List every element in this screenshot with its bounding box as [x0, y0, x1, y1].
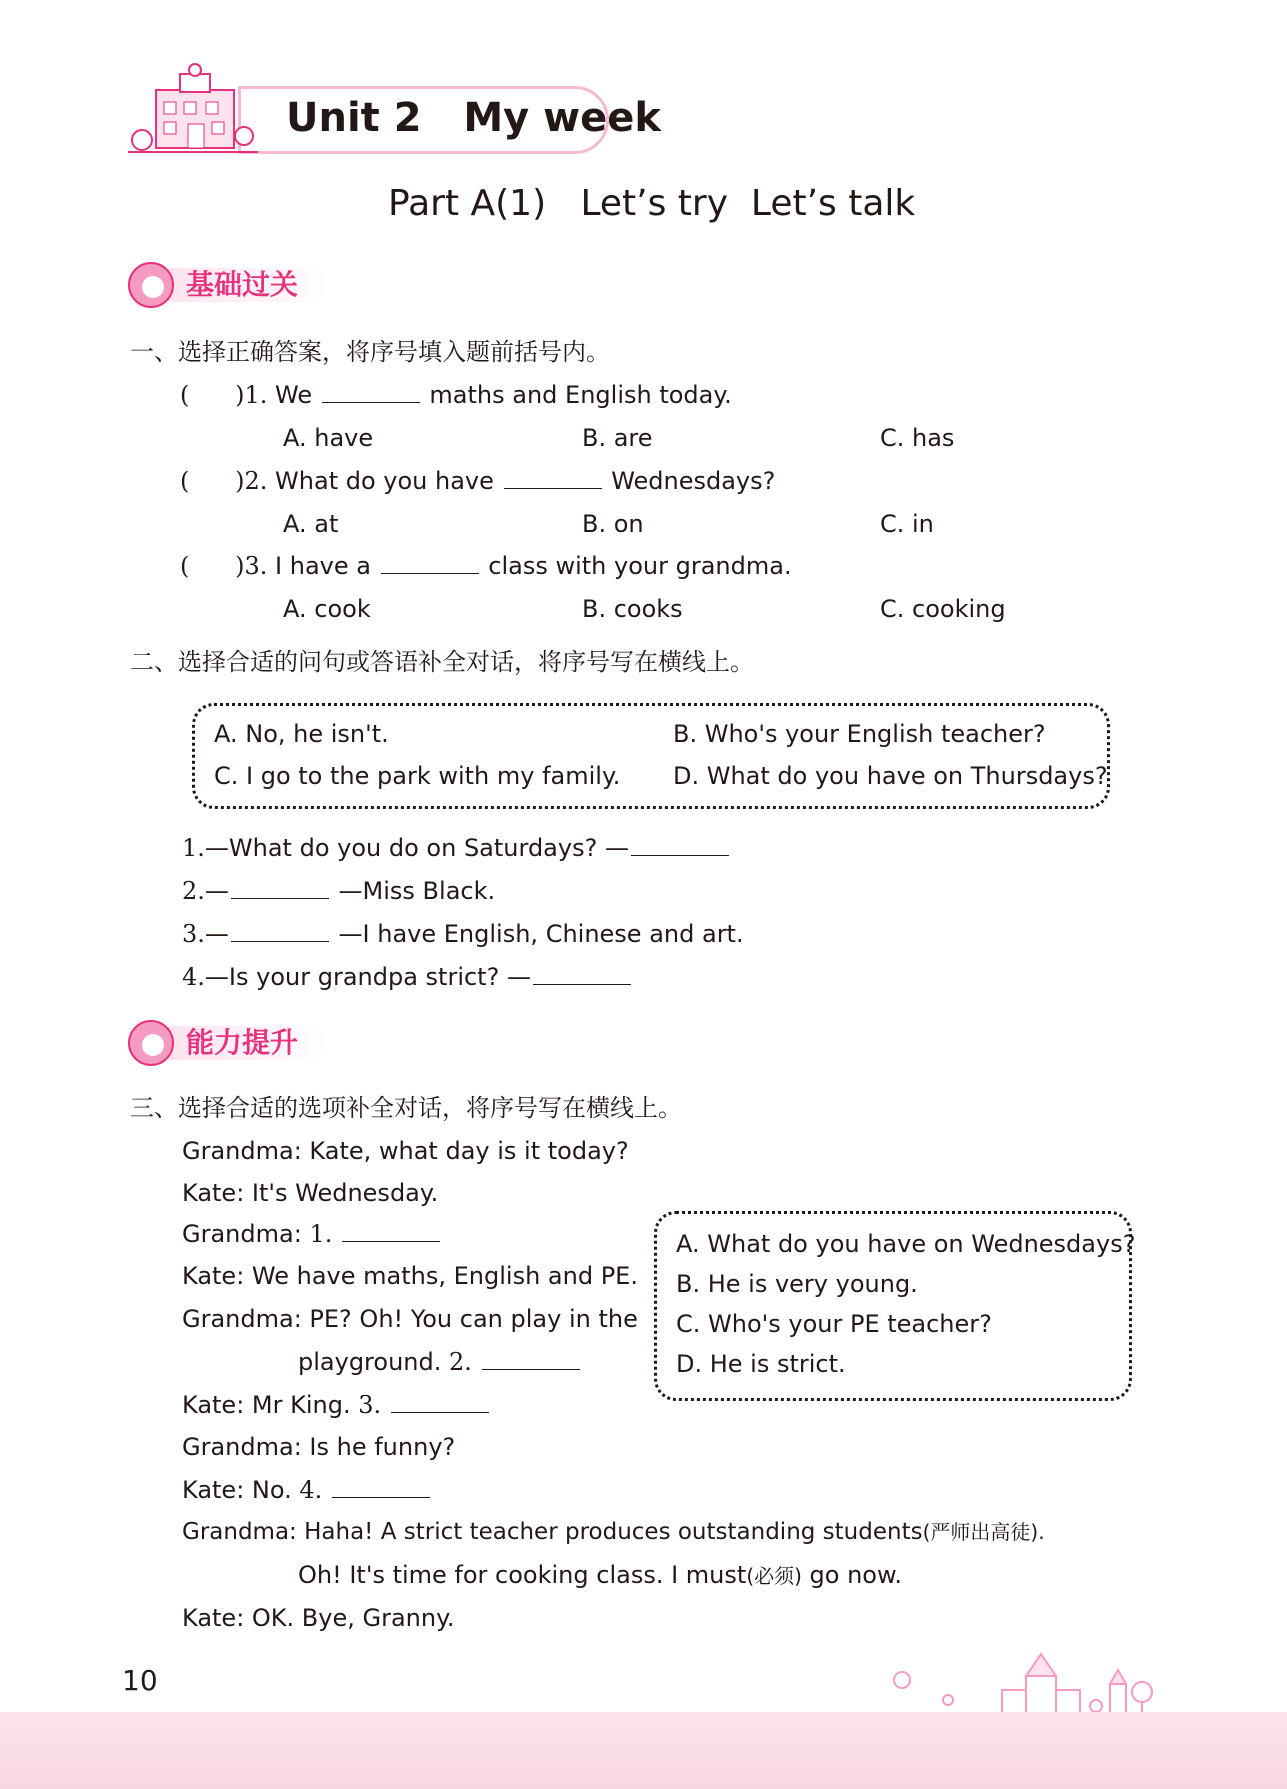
dialog-line: Kate: We have maths, English and PE. [182, 1262, 638, 1290]
question-text-after: class with your grandma. [488, 552, 792, 580]
item-text: — [204, 920, 229, 948]
box-option: C. Who's your PE teacher? [676, 1310, 992, 1338]
line-text: Grandma: Haha! A strict teacher produces outstanding students [182, 1519, 923, 1545]
chinese-gloss: (必须) [746, 1564, 802, 1588]
blank-number: 2. [449, 1348, 472, 1376]
option: C. in [880, 510, 934, 538]
item-text: —Is your grandpa strict? — [204, 963, 531, 991]
question-text-before: What do you have [275, 467, 494, 495]
badge-advanced [128, 1020, 348, 1066]
answer-paren[interactable]: ( ) [180, 552, 245, 580]
item-number: 4. [182, 963, 205, 991]
dialog-line: Kate: OK. Bye, Granny. [182, 1604, 455, 1632]
option: A. cook [283, 595, 371, 623]
answer-blank[interactable] [381, 551, 479, 574]
boy-avatar-icon [128, 1020, 174, 1066]
option: A. have [283, 424, 374, 452]
box-option: B. He is very young. [676, 1270, 918, 1298]
page-number: 10 [122, 1664, 158, 1697]
item-text: —Miss Black. [338, 877, 496, 905]
unit-title: Unit 2 My week [286, 95, 661, 141]
dialog-line [182, 1218, 442, 1250]
option: C. cooking [880, 595, 1006, 623]
question-number: 1. [244, 381, 268, 409]
answer-blank[interactable] [231, 876, 329, 899]
answer-blank[interactable] [533, 962, 631, 985]
answer-blank[interactable] [332, 1475, 430, 1498]
dialog-line [182, 1474, 432, 1506]
school-building-icon [128, 62, 258, 162]
option: B. cooks [582, 595, 683, 623]
item-text: — [204, 877, 229, 905]
blank-number: 1. [309, 1220, 333, 1248]
question-2 [180, 465, 775, 497]
answer-paren[interactable]: ( ) [180, 467, 245, 495]
answer-blank[interactable] [322, 380, 420, 403]
line-text: go now. [801, 1561, 903, 1589]
blank-number: 4. [299, 1476, 323, 1504]
section2-title: 二、选择合适的问句或答语补全对话，将序号写在横线上。 [130, 648, 754, 676]
dialog-item-1 [182, 832, 731, 864]
option: A. at [283, 510, 339, 538]
line-text: playground. [298, 1348, 442, 1376]
question-number: 2. [244, 467, 268, 495]
answer-blank[interactable] [631, 833, 729, 856]
blank-number: 3. [358, 1391, 382, 1419]
answer-blank[interactable] [231, 919, 329, 942]
item-number: 1. [182, 834, 205, 862]
question-number: 3. [244, 552, 268, 580]
castle-decoration-icon [880, 1648, 1170, 1718]
option: B. on [582, 510, 644, 538]
badge-label: 能力提升 [186, 1026, 299, 1059]
item-number: 2. [182, 877, 205, 905]
line-text: Kate: No. [182, 1476, 292, 1504]
item-text: —I have English, Chinese and art. [338, 920, 744, 948]
item-text: —What do you do on Saturdays? — [204, 834, 629, 862]
option: B. are [582, 424, 653, 452]
answer-paren[interactable]: ( ) [180, 381, 245, 409]
box-option: C. I go to the park with my family. [214, 762, 621, 790]
question-3 [180, 550, 792, 582]
answer-blank[interactable] [504, 466, 602, 489]
speaker: Grandma: [182, 1220, 302, 1248]
answer-blank[interactable] [482, 1347, 580, 1370]
question-text-before: We [275, 381, 313, 409]
dialog-item-2 [182, 875, 495, 907]
answer-blank[interactable] [342, 1219, 440, 1242]
box-option: B. Who's your English teacher? [673, 720, 1046, 748]
dialog-line [182, 1389, 491, 1421]
box-option: A. What do you have on Wednesdays? [676, 1230, 1136, 1258]
dialog-line: Kate: It's Wednesday. [182, 1179, 439, 1207]
dialog-line: Grandma: PE? Oh! You can play in the [182, 1305, 638, 1333]
answer-blank[interactable] [391, 1390, 489, 1413]
question-1 [180, 379, 732, 411]
box-option: D. What do you have on Thursdays? [673, 762, 1108, 790]
box-option: D. He is strict. [676, 1350, 846, 1378]
dialog-line: Grandma: Is he funny? [182, 1433, 456, 1461]
badge-label: 基础过关 [186, 268, 299, 301]
dialog-item-3 [182, 918, 744, 950]
footer-band [0, 1712, 1287, 1789]
line-text: Kate: Mr King. [182, 1391, 351, 1419]
dialog-line [298, 1559, 902, 1592]
chinese-gloss: (严师出高徒). [922, 1520, 1045, 1544]
badge-basic [128, 262, 348, 308]
section3-title: 三、选择合适的选项补全对话，将序号写在横线上。 [130, 1094, 682, 1122]
dialog-line [182, 1516, 1045, 1548]
question-text-before: I have a [275, 552, 371, 580]
line-text: Oh! It's time for cooking class. I must [298, 1561, 747, 1589]
girl-avatar-icon [128, 262, 174, 308]
dialog-item-4 [182, 961, 633, 993]
unit-banner [128, 78, 661, 158]
option: C. has [880, 424, 955, 452]
question-text-after: Wednesdays? [611, 467, 776, 495]
part-title: Part A(1) Let’s try Let’s talk [388, 183, 916, 224]
dialog-line [298, 1346, 582, 1378]
section1-title: 一、选择正确答案，将序号填入题前括号内。 [130, 338, 610, 366]
item-number: 3. [182, 920, 205, 948]
question-text-after: maths and English today. [429, 381, 732, 409]
dialog-line: Grandma: Kate, what day is it today? [182, 1137, 629, 1165]
box-option: A. No, he isn't. [214, 720, 389, 748]
